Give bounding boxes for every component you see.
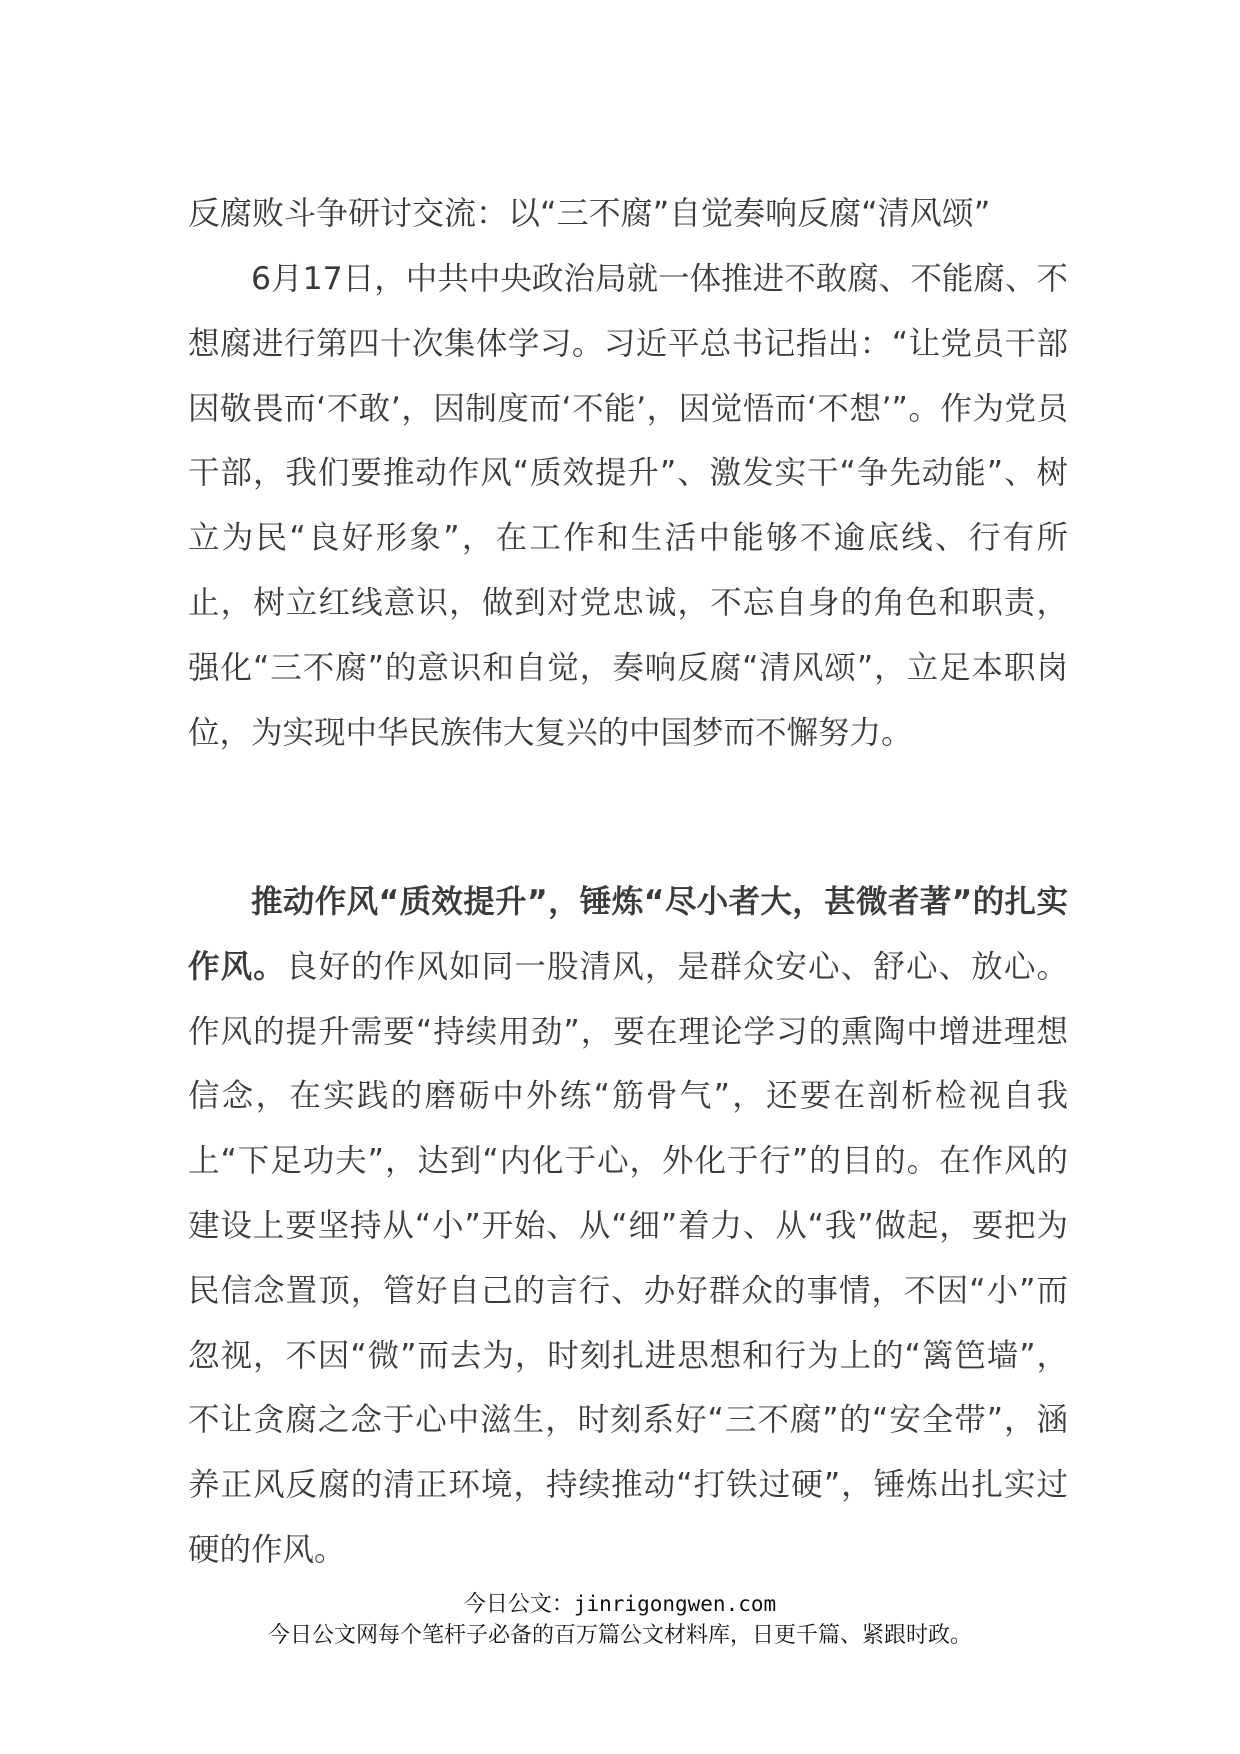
- document-title: 反腐败斗争研讨交流：以“三不腐”自觉奏响反腐“清风颂”: [188, 194, 991, 232]
- footer-tagline: 今日公文网每个笔杆子必备的百万篇公文材料库，日更千篇、紧跟时政。: [267, 1623, 972, 1648]
- paragraph-2-lead: 推动作风“质效提升”，锤炼“尽小者大，甚微者著”的扎实作风。: [188, 884, 1068, 985]
- paragraph-1: [188, 247, 1068, 765]
- footer-site-line: [0, 1589, 1240, 1620]
- footer-site-label: 今日公文：: [463, 1592, 574, 1617]
- paragraph-2-text: 良好的作风如同一股清风，是群众安心、舒心、放心。作风的提升需要“持续用劲”，要在理论学习的熏陶中增进理想信念，在实践的磨砺中外练“筋骨气”，还要在剖析检视自我上“下足功夫”，达到“内化于心，外化于行”的目的。在作风的建设上要坚持从“小”开始、从“细”着力、从“我”做起，要把为民信念置顶，管好自己的言行、办好群众的事情，不因“小”而忽视，不因“微”而去为，时刻扎进思想和行为上的“篱笆墙”，不让贪腐之念于心中滋生，时刻系好“三不腐”的“安全带”，涵养正风反腐的清正环境，持续推动“打铁过硬”，锤炼出扎实过硬的作风。: [188, 948, 1068, 1568]
- paragraph-1-text: 6月17日，中共中央政治局就一体推进不敢腐、不能腐、不想腐进行第四十次集体学习。习近平总书记指出：“让党员干部因敬畏而‘不敢’，因制度而‘不能’，因觉悟而‘不想’”。作为党员干部，我们要推动作风“质效提升”、激发实干“争先动能”、树立为民“良好形象”，在工作和生活中能够不逾底线、行有所止，树立红线意识，做到对党忠诚，不忘自身的角色和职责，强化“三不腐”的意识和自觉，奏响反腐“清风颂”，立足本职岗位，为实现中华民族伟大复兴的中国梦而不懈努力。: [188, 261, 1068, 751]
- footer-site-url[interactable]: jinrigongwen.com: [573, 1592, 777, 1616]
- paragraph-2: [188, 870, 1068, 1583]
